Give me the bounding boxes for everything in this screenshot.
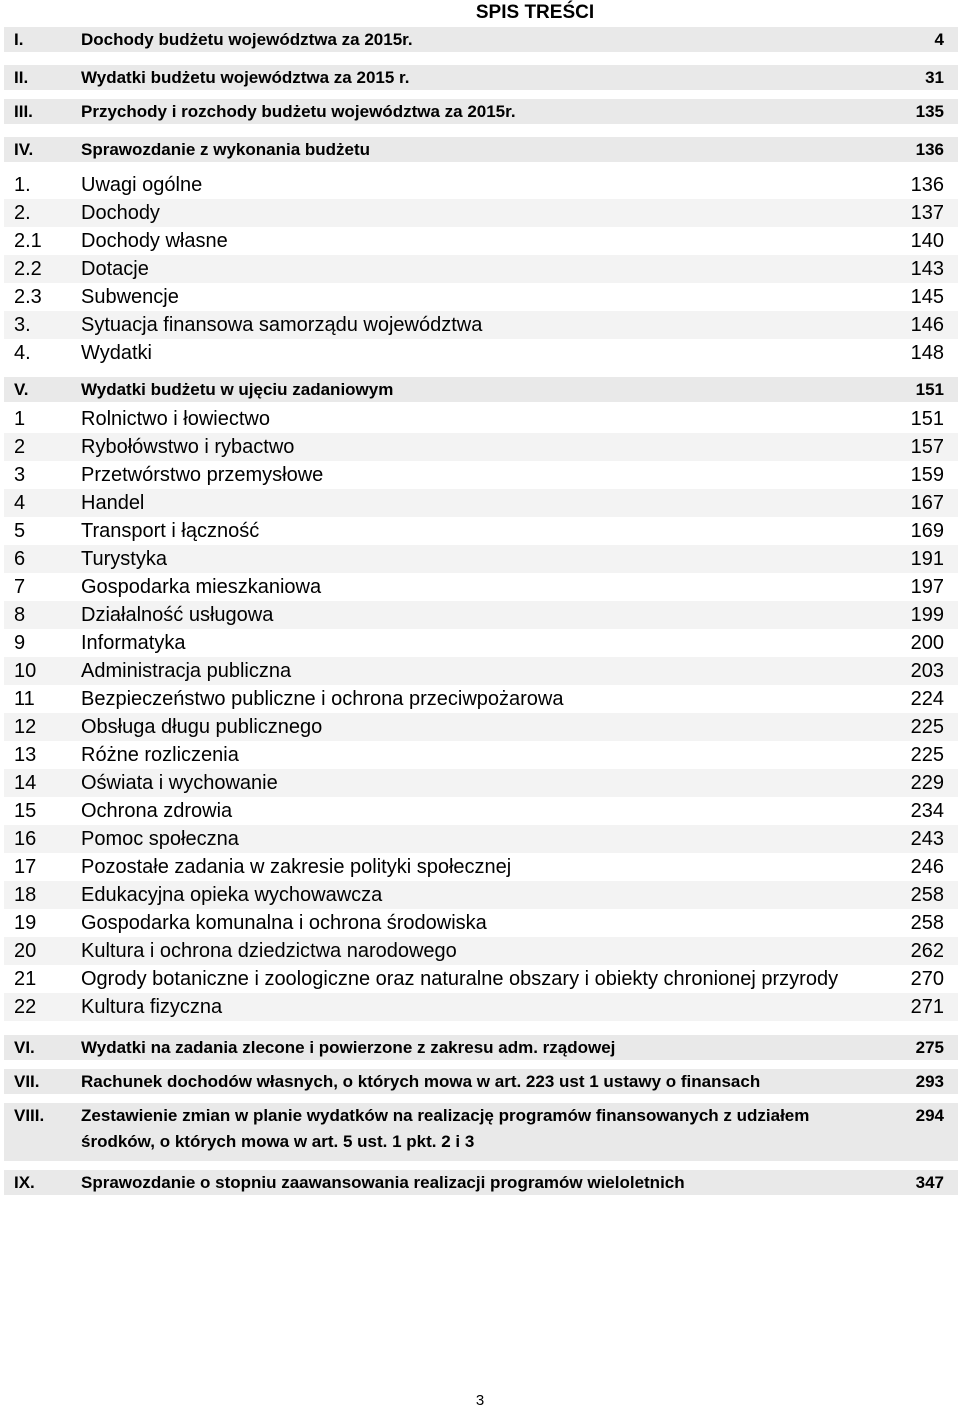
toc-title: Sprawozdanie o stopniu zaawansowania realizacji programów wieloletnich xyxy=(81,1173,685,1192)
toc-page: 258 xyxy=(910,912,944,934)
toc-row xyxy=(4,65,958,90)
toc-page: 169 xyxy=(910,520,944,542)
toc-row xyxy=(4,171,958,199)
toc-row xyxy=(4,1170,958,1195)
toc-page: 167 xyxy=(910,492,944,514)
toc-number: 10 xyxy=(14,660,37,682)
toc-page: 271 xyxy=(910,996,944,1018)
toc-number: 4. xyxy=(14,342,31,364)
toc-title: Gospodarka komunalna i ochrona środowiska xyxy=(81,912,487,934)
page-number: 3 xyxy=(475,1392,485,1409)
toc-row xyxy=(4,937,958,965)
toc-row xyxy=(4,461,958,489)
toc-number: 2.1 xyxy=(14,230,42,252)
toc-number: 21 xyxy=(14,968,37,990)
toc-title: Kultura i ochrona dziedzictwa narodowego xyxy=(81,940,457,962)
toc-number: II. xyxy=(14,68,29,87)
toc-title: Wydatki budżetu województwa za 2015 r. xyxy=(81,68,410,87)
toc-row xyxy=(4,227,958,255)
toc-number: IX. xyxy=(14,1173,35,1192)
toc-number: 18 xyxy=(14,884,37,906)
toc-page: 347 xyxy=(915,1173,944,1192)
toc-row xyxy=(4,993,958,1021)
toc-row xyxy=(4,545,958,573)
toc-number: 2. xyxy=(14,202,31,224)
page-title: SPIS TREŚCI xyxy=(475,2,595,23)
toc-row xyxy=(4,629,958,657)
toc-number: 17 xyxy=(14,856,37,878)
toc-title: Dochody budżetu województwa za 2015r. xyxy=(81,30,413,49)
toc-row xyxy=(4,1035,958,1060)
toc-row xyxy=(4,685,958,713)
toc-page: 224 xyxy=(910,688,944,710)
toc-page: 197 xyxy=(910,576,944,598)
toc-page: 262 xyxy=(910,940,944,962)
toc-title: Edukacyjna opieka wychowawcza xyxy=(81,884,383,906)
toc-title: Dotacje xyxy=(81,258,149,280)
toc-page: 136 xyxy=(910,174,944,196)
toc-title: Przychody i rozchody budżetu województwa za 2015r. xyxy=(81,102,516,121)
toc-page: 146 xyxy=(910,314,944,336)
toc-title: Handel xyxy=(81,492,145,514)
toc-title: Bezpieczeństwo publiczne i ochrona przeciwpożarowa xyxy=(81,688,564,710)
toc-page: 4 xyxy=(934,30,944,49)
toc-title: Dochody własne xyxy=(81,230,228,252)
toc-title: Ochrona zdrowia xyxy=(81,800,233,822)
toc-row xyxy=(4,769,958,797)
toc-number: 16 xyxy=(14,828,37,850)
toc-title: Ogrody botaniczne i zoologiczne oraz naturalne obszary i obiekty chronionej przyrody xyxy=(81,968,839,990)
toc-page: 31 xyxy=(925,68,944,87)
toc-row xyxy=(4,601,958,629)
toc-title: Działalność usługowa xyxy=(81,604,274,626)
toc-row xyxy=(4,657,958,685)
toc-title: Pomoc społeczna xyxy=(81,828,239,850)
toc-title: Wydatki xyxy=(81,342,152,364)
toc-number: 9 xyxy=(14,632,26,654)
toc-page: 225 xyxy=(910,716,944,738)
toc-number: 6 xyxy=(14,548,26,570)
toc-page: 258 xyxy=(910,884,944,906)
toc-page: 159 xyxy=(910,464,944,486)
toc-row xyxy=(4,27,958,52)
toc-number: 2 xyxy=(14,436,26,458)
toc-title: Obsługa długu publicznego xyxy=(81,716,323,738)
toc-title: Uwagi ogólne xyxy=(81,174,203,196)
toc-number: 3. xyxy=(14,314,31,336)
toc-page: 135 xyxy=(915,102,944,121)
toc-number: 8 xyxy=(14,604,26,626)
toc-title: Rybołówstwo i rybactwo xyxy=(81,436,295,458)
toc-title: Gospodarka mieszkaniowa xyxy=(81,576,322,598)
toc-title: Pozostałe zadania w zakresie polityki społecznej xyxy=(81,856,512,878)
toc-row xyxy=(4,199,958,227)
toc-row xyxy=(4,853,958,881)
toc-number: 2.2 xyxy=(14,258,42,280)
toc-row xyxy=(4,573,958,601)
toc-title: Przetwórstwo przemysłowe xyxy=(81,464,324,486)
toc-number: VIII. xyxy=(14,1106,45,1125)
toc-row xyxy=(4,517,958,545)
toc-page: 136 xyxy=(915,140,944,159)
toc-number: 2.3 xyxy=(14,286,42,308)
toc-number: I. xyxy=(14,30,24,49)
toc-page: 157 xyxy=(910,436,944,458)
toc-row xyxy=(4,797,958,825)
toc-title: Turystyka xyxy=(81,548,167,570)
toc-page: 137 xyxy=(910,202,944,224)
toc-page: 229 xyxy=(910,772,944,794)
toc-page: 203 xyxy=(910,660,944,682)
toc-number: 7 xyxy=(14,576,26,598)
toc-page: 293 xyxy=(915,1072,944,1091)
toc-title: Różne rozliczenia xyxy=(81,744,239,766)
toc-number: 19 xyxy=(14,912,37,934)
toc-title: Sytuacja finansowa samorządu województwa xyxy=(81,314,483,336)
toc-number: 11 xyxy=(14,688,35,710)
toc-number: V. xyxy=(14,380,29,399)
toc-page: 148 xyxy=(910,342,944,364)
toc-page: 200 xyxy=(910,632,944,654)
toc-page: 225 xyxy=(910,744,944,766)
toc-title: Rolnictwo i łowiectwo xyxy=(81,408,270,430)
toc-number: 1 xyxy=(14,408,26,430)
toc-number: IV. xyxy=(14,140,34,159)
toc-number: VI. xyxy=(14,1038,35,1057)
toc-row xyxy=(4,311,958,339)
toc-page: 294 xyxy=(915,1106,944,1125)
toc-row xyxy=(4,881,958,909)
toc-title: Sprawozdanie z wykonania budżetu xyxy=(81,140,371,159)
toc-row xyxy=(4,433,958,461)
toc-row xyxy=(4,713,958,741)
toc-title: Dochody xyxy=(81,202,160,224)
toc-row xyxy=(4,137,958,162)
toc-title: Rachunek dochodów własnych, o których mowa w art. 223 ust 1 ustawy o finansach xyxy=(81,1072,761,1091)
toc-row xyxy=(4,283,958,311)
toc-row xyxy=(4,825,958,853)
toc-number: 15 xyxy=(14,800,37,822)
toc-row xyxy=(4,909,958,937)
toc-row xyxy=(4,1069,958,1094)
toc-page: 275 xyxy=(915,1038,944,1057)
toc-number: 14 xyxy=(14,772,37,794)
toc-page: 270 xyxy=(910,968,944,990)
toc-row xyxy=(4,1103,958,1161)
toc-number: 3 xyxy=(14,464,26,486)
toc-row xyxy=(4,339,958,367)
toc-title: Kultura fizyczna xyxy=(81,996,223,1018)
toc-row xyxy=(4,489,958,517)
toc-title: Subwencje xyxy=(81,286,179,308)
toc-page: 199 xyxy=(910,604,944,626)
toc-number: 22 xyxy=(14,996,37,1018)
toc-row xyxy=(4,405,958,433)
toc-row xyxy=(4,741,958,769)
toc-title: Informatyka xyxy=(81,632,186,654)
toc-row xyxy=(4,255,958,283)
toc-number: 13 xyxy=(14,744,37,766)
toc-page: 246 xyxy=(910,856,944,878)
toc-title: Wydatki na zadania zlecone i powierzone z zakresu adm. rządowej xyxy=(81,1038,616,1057)
toc-title: Transport i łączność xyxy=(81,520,260,542)
toc-page: 191 xyxy=(910,548,944,570)
toc-row xyxy=(4,99,958,124)
toc-number: VII. xyxy=(14,1072,40,1091)
toc-number: 4 xyxy=(14,492,26,514)
toc-page: 151 xyxy=(910,408,944,430)
toc-title: Administracja publiczna xyxy=(81,660,292,682)
toc-title: Zestawienie zmian w planie wydatków na realizację programów finansowanych z udziałem środków, o których mowa w art. 5 ust. 1 pkt. 2 i 3 xyxy=(81,1106,810,1151)
toc-title: Wydatki budżetu w ujęciu zadaniowym xyxy=(81,380,394,399)
toc-page: 143 xyxy=(910,258,944,280)
toc-number: 12 xyxy=(14,716,37,738)
toc-row xyxy=(4,377,958,402)
toc-page: 243 xyxy=(910,828,944,850)
toc-page: 140 xyxy=(910,230,944,252)
toc-number: 20 xyxy=(14,940,37,962)
toc-page: 145 xyxy=(910,286,944,308)
toc-number: 1. xyxy=(14,174,31,196)
toc-page: 151 xyxy=(915,380,944,399)
toc-page: 234 xyxy=(910,800,944,822)
toc-title: Oświata i wychowanie xyxy=(81,772,278,794)
toc-number: 5 xyxy=(14,520,26,542)
toc-number: III. xyxy=(14,102,33,121)
toc-row xyxy=(4,965,958,993)
